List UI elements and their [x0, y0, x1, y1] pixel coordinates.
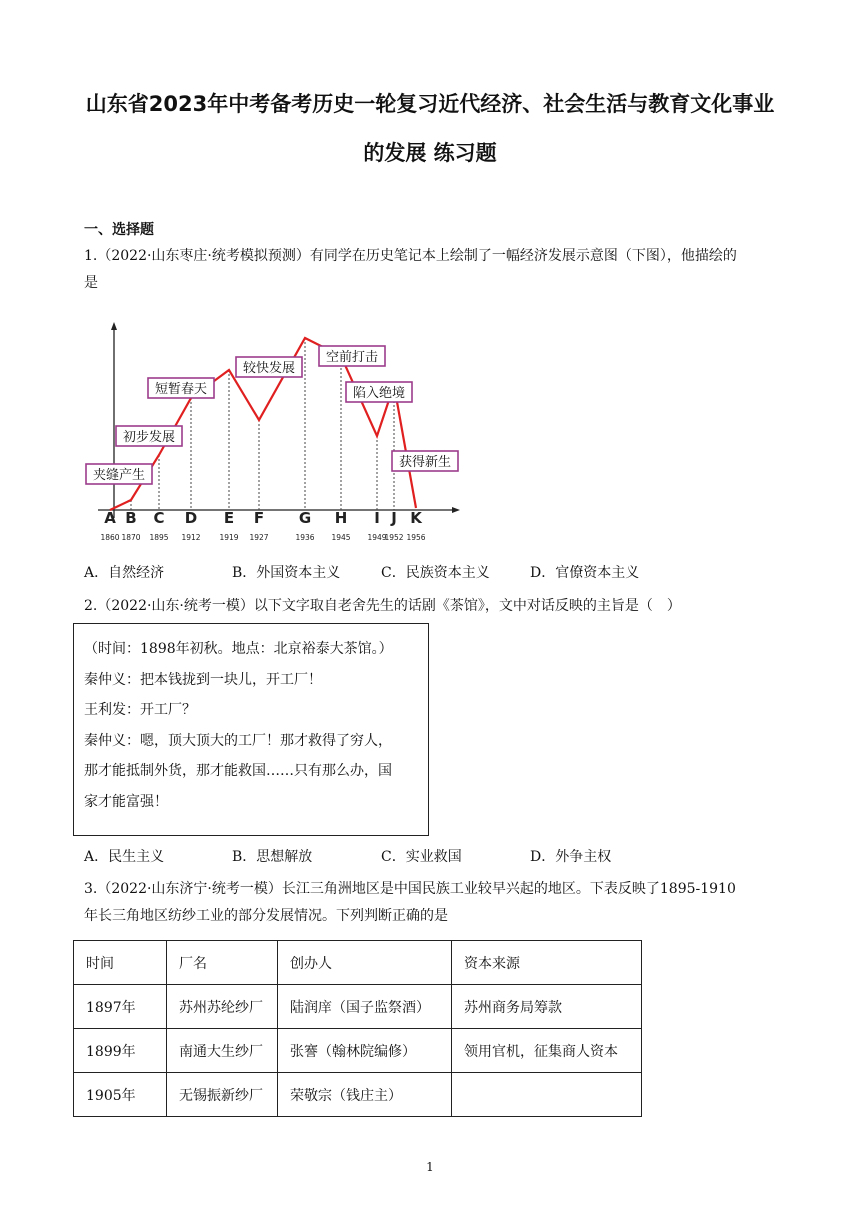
chart-stage-label: [236, 357, 302, 377]
option-d[interactable]: D．外争主权: [530, 849, 612, 865]
quote-line: 秦仲义：嗯，顶大顶大的工厂！那才救得了穷人，: [84, 732, 392, 749]
chart-year-label: 1945: [331, 533, 351, 542]
question-1-text-line2: 是: [84, 275, 98, 291]
chart-point-letter: C: [153, 509, 165, 527]
table-cell: 陆润庠（国子监祭酒）: [278, 985, 452, 1029]
quote-box: [73, 623, 429, 836]
chart-point-letter: I: [374, 509, 380, 527]
table-cell: 无锡振新纱厂: [167, 1073, 278, 1117]
table-cell: 1899年: [74, 1029, 167, 1073]
chart-year-label: 1860: [100, 533, 120, 542]
question-3-text-line1: 3.（2022·山东济宁·统考一模）长江三角洲地区是中国民族工业较早兴起的地区。下表反映了1895-1910: [84, 881, 736, 897]
option-d[interactable]: D．官僚资本主义: [530, 565, 640, 581]
chart-stage-labels: [86, 346, 458, 484]
question-2-text: 2.（2022·山东·统考一模）以下文字取自老舍先生的话剧《茶馆》，文中对话反映的主旨是（ ）: [84, 598, 681, 614]
cotton-mill-table: [73, 940, 642, 1117]
question-3: [84, 876, 784, 930]
option-a[interactable]: A．民生主义: [84, 849, 165, 865]
document-title-line1: 山东省2023年中考备考历史一轮复习近代经济、社会生活与教育文化事业: [85, 92, 775, 116]
option-c[interactable]: C．实业救国: [381, 849, 462, 865]
section-heading: 一、选择题: [84, 222, 154, 238]
chart-stage-label: [86, 464, 152, 484]
chart-point-letter: F: [253, 509, 265, 527]
chart-year-label: 1870: [121, 533, 141, 542]
table-cell: [452, 1073, 642, 1117]
option-c[interactable]: C．民族资本主义: [381, 565, 490, 581]
svg-text:初步发展: 初步发展: [122, 430, 176, 445]
chart-year-labels: [100, 533, 425, 542]
table-row: [74, 985, 642, 1029]
chart-stage-label: [116, 426, 182, 446]
table-cell: 南通大生纱厂: [167, 1029, 278, 1073]
svg-text:较快发展: 较快发展: [242, 361, 296, 376]
table-header-cell: 创办人: [278, 941, 452, 985]
table-cell: 荣敬宗（钱庄主）: [278, 1073, 452, 1117]
chart-year-label: 1912: [181, 533, 201, 542]
chart-stage-label: [392, 451, 458, 471]
chart-point-letter: H: [334, 509, 348, 527]
table-cell: 苏州苏纶纱厂: [167, 985, 278, 1029]
chart-year-label: 1936: [295, 533, 315, 542]
chart-year-label: 1927: [249, 533, 269, 542]
table-header-cell: 资本来源: [452, 941, 642, 985]
quote-line: 秦仲义：把本钱拢到一块儿，开工厂！: [84, 671, 322, 688]
document-title-line2: 的发展 练习题: [363, 141, 497, 165]
table-cell: 张謇（翰林院编修）: [278, 1029, 452, 1073]
chart-year-label: 1949: [367, 533, 387, 542]
chart-point-letter: A: [104, 509, 116, 527]
svg-text:空前打击: 空前打击: [325, 350, 379, 365]
quote-line: 家才能富强！: [84, 793, 168, 810]
quote-line: 那才能抵制外货，那才能救国……只有那么办，国: [84, 763, 392, 779]
question-1-text-line1: 1.（2022·山东枣庄·统考模拟预测）有同学在历史笔记本上绘制了一幅经济发展示意图（下图），他描绘的: [84, 248, 737, 264]
option-b[interactable]: B．思想解放: [232, 849, 313, 865]
chart-year-label: 1956: [406, 533, 426, 542]
option-a[interactable]: A．自然经济: [84, 565, 165, 581]
table-cell: 1905年: [74, 1073, 167, 1117]
chart-axes: [98, 322, 460, 518]
chart-point-letter: E: [223, 509, 235, 527]
chart-stage-label: [319, 346, 385, 366]
chart-point-letter: B: [125, 509, 137, 527]
chart-point-letter: D: [184, 509, 198, 527]
chart-year-label: 1952: [384, 533, 404, 542]
chart-point-letter: K: [410, 509, 422, 527]
table-cell: 1897年: [74, 985, 167, 1029]
table-header-row: [74, 941, 642, 985]
economy-development-chart: [84, 322, 464, 544]
chart-year-label: 1895: [149, 533, 169, 542]
svg-text:夹缝产生: 夹缝产生: [92, 468, 146, 483]
table-row: [74, 1029, 642, 1073]
table-header-cell: 时间: [74, 941, 167, 985]
page-number: 1: [426, 1160, 434, 1174]
question-2: [84, 593, 784, 620]
quote-line: 王利发：开工厂？: [84, 702, 196, 718]
table-cell: 苏州商务局筹款: [452, 985, 642, 1029]
chart-stage-label: [346, 382, 412, 402]
question-1: [84, 243, 784, 297]
svg-text:短暂春天: 短暂春天: [154, 382, 208, 397]
svg-text:获得新生: 获得新生: [398, 455, 452, 470]
svg-text:陷入绝境: 陷入绝境: [352, 386, 406, 401]
question-3-text-line2: 年长三角地区纺纱工业的部分发展情况。下列判断正确的是: [84, 908, 448, 924]
chart-year-label: 1919: [219, 533, 239, 542]
quote-line: （时间：1898年初秋。地点：北京裕泰大茶馆。）: [84, 641, 393, 657]
table-row: [74, 1073, 642, 1117]
option-b[interactable]: B．外国资本主义: [232, 565, 341, 581]
chart-point-letter: J: [391, 509, 397, 527]
table-header-cell: 厂名: [167, 941, 278, 985]
table-cell: 领用官机，征集商人资本: [452, 1029, 642, 1073]
chart-point-letter: G: [298, 509, 312, 527]
chart-stage-label: [148, 378, 214, 398]
chart-point-letters: [104, 509, 423, 527]
